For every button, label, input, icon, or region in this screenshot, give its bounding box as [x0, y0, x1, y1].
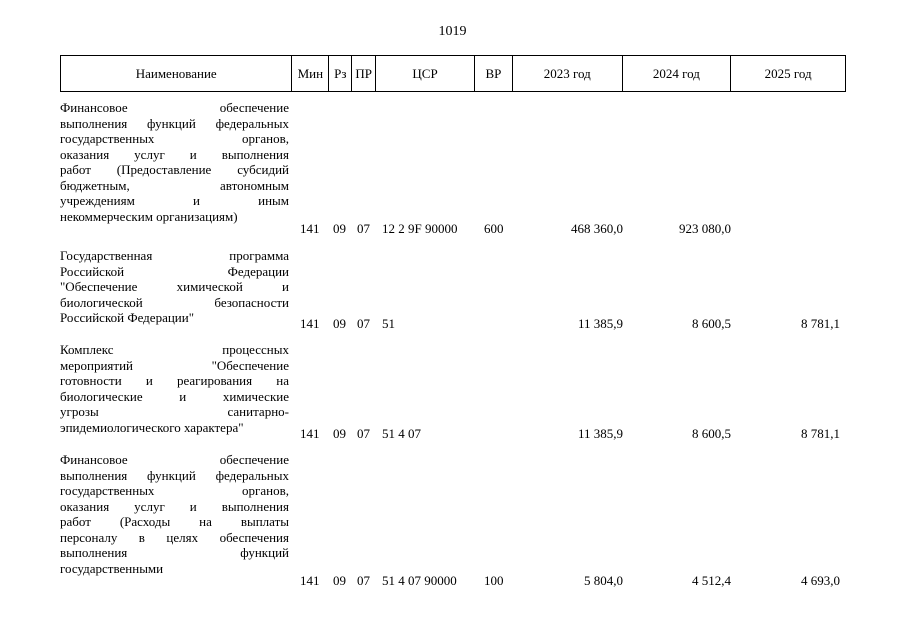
row-name-line: эпидемиологического характера" [60, 419, 244, 435]
row-name-line: персоналу в целях обеспечения [60, 529, 289, 545]
row-name [60, 452, 289, 576]
cell-pr: 07 [357, 221, 370, 236]
cell-rz: 09 [333, 316, 346, 331]
row-name-line: выполнения функций федеральных [60, 467, 289, 483]
header-2023: 2023 год [513, 56, 623, 91]
header-rz: Рз [329, 56, 352, 91]
row-name-line: Российской Федерации [60, 263, 289, 279]
cell-vr: 100 [484, 573, 504, 588]
row-name-line: мероприятий "Обеспечение [60, 357, 289, 373]
row-name-line: биологической безопасности [60, 294, 289, 310]
table-header [60, 55, 846, 92]
cell-2025: 8 781,1 [801, 316, 840, 331]
header-vr: ВР [475, 56, 513, 91]
row-name-line: бюджетным, автономным [60, 177, 289, 193]
header-csr: ЦСР [376, 56, 475, 91]
row-name-line: некоммерческим организациям) [60, 208, 238, 224]
cell-csr: 51 4 07 [382, 426, 421, 441]
cell-2023: 11 385,9 [577, 316, 623, 331]
row-name-line: Финансовое обеспечение [60, 452, 289, 467]
cell-2024: 923 080,0 [679, 221, 731, 236]
cell-vr: 600 [484, 221, 504, 236]
row-name-line: оказания услуг и выполнения [60, 146, 289, 162]
row-name-line: Российской Федерации" [60, 310, 195, 325]
header-name: Наименование [61, 56, 292, 91]
cell-pr: 07 [357, 426, 370, 441]
row-name-line: Государственная программа [60, 248, 289, 263]
row-name-line: выполнения функций федеральных [60, 115, 289, 131]
cell-2023: 468 360,0 [571, 221, 623, 236]
cell-min: 141 [300, 426, 320, 441]
cell-csr: 12 2 9F 90000 [382, 221, 458, 236]
row-name-line: оказания услуг и выполнения [60, 498, 289, 514]
cell-2023: 5 804,0 [584, 573, 623, 588]
row-name-line: биологические и химические [60, 388, 289, 404]
cell-2023: 11 385,9 [577, 426, 623, 441]
row-name [60, 342, 289, 435]
row-name-line: учреждениям и иным [60, 193, 289, 208]
cell-2025: 4 693,0 [801, 573, 840, 588]
cell-csr: 51 4 07 90000 [382, 573, 457, 588]
cell-csr: 51 [382, 316, 395, 331]
table-row [60, 100, 850, 240]
header-2024: 2024 год [623, 56, 732, 91]
cell-pr: 07 [357, 573, 370, 588]
cell-2025: 8 781,1 [801, 426, 840, 441]
row-name [60, 248, 289, 326]
row-name [60, 100, 289, 224]
row-name-line: готовности и реагирования на [60, 373, 289, 388]
row-name-line: Финансовое обеспечение [60, 100, 289, 115]
cell-pr: 07 [357, 316, 370, 331]
cell-min: 141 [300, 221, 320, 236]
row-name-line: государственными [60, 560, 164, 576]
page-number: 1019 [438, 24, 467, 39]
table-row [60, 248, 850, 333]
row-name-line: работ (Расходы на выплаты [60, 514, 289, 529]
table-row [60, 342, 850, 442]
cell-2024: 8 600,5 [692, 316, 731, 331]
row-name-line: работ (Предоставление субсидий [60, 162, 289, 177]
cell-rz: 09 [333, 426, 346, 441]
row-name-line: угрозы санитарно- [60, 404, 289, 419]
cell-2024: 8 600,5 [692, 426, 731, 441]
table-row [60, 452, 850, 592]
cell-min: 141 [300, 573, 320, 588]
row-name-line: государственных органов, [60, 131, 289, 146]
cell-rz: 09 [333, 221, 346, 236]
header-pr: ПР [352, 56, 376, 91]
row-name-line: государственных органов, [60, 483, 289, 498]
row-name-line: "Обеспечение химической и [60, 279, 289, 294]
header-2025: 2025 год [764, 65, 812, 81]
row-name-line: Комплекс процессных [60, 342, 289, 357]
cell-rz: 09 [333, 573, 346, 588]
row-name-line: выполнения функций [60, 545, 289, 560]
header-min: Мин [292, 56, 329, 91]
cell-min: 141 [300, 316, 320, 331]
cell-2024: 4 512,4 [692, 573, 731, 588]
